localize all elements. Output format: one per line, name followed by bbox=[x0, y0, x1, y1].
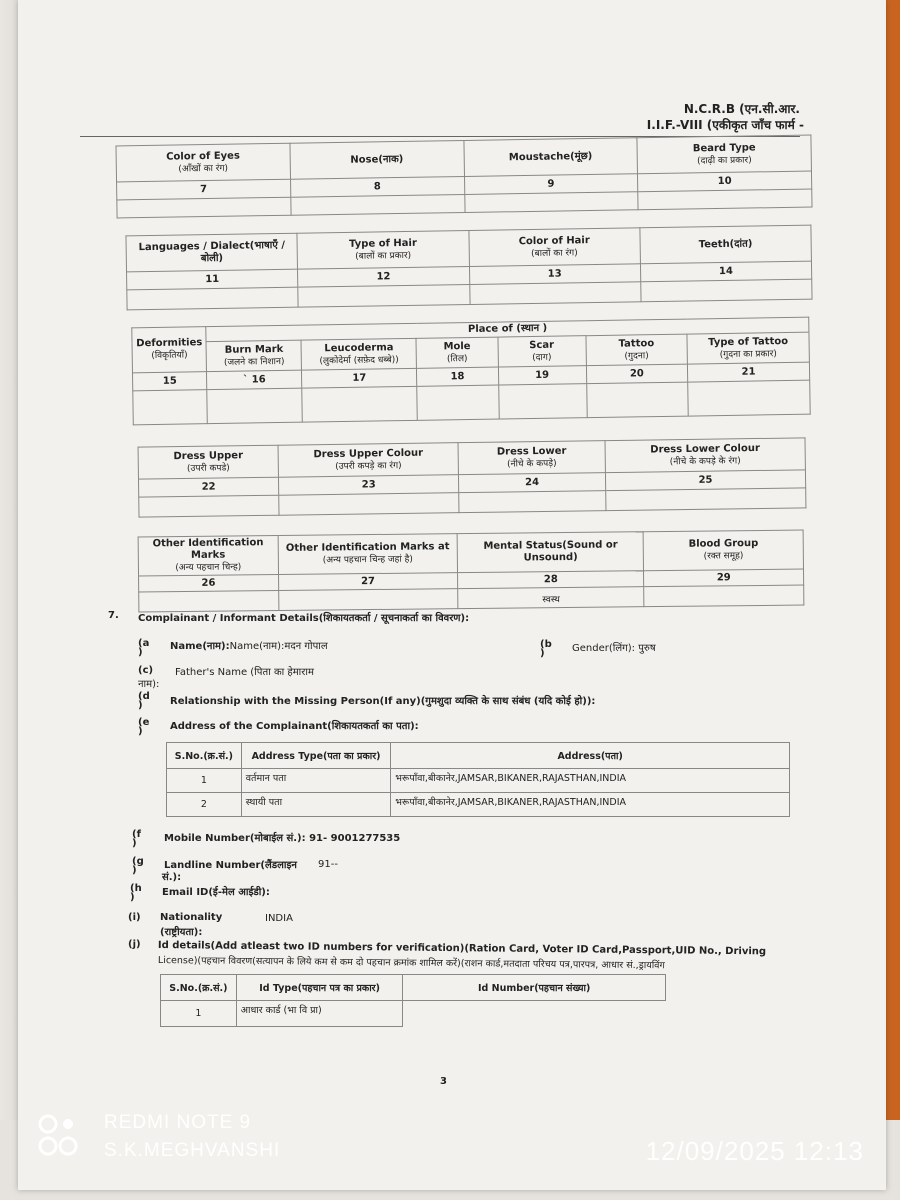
header-cell: Moustache(मूंछ) bbox=[463, 138, 637, 177]
header-cell: Scar (दाग) bbox=[498, 336, 586, 367]
header-cell: Dress Lower Colour (नीचे के कपड़े के रंग) bbox=[605, 438, 806, 473]
nationality-label: Nationality bbox=[160, 912, 223, 923]
watermark-device: REDMI NOTE 9 bbox=[104, 1112, 252, 1133]
table-cell: वर्तमान पता bbox=[241, 769, 391, 793]
header-cell: Languages / Dialect(भाषाएँ / बोली) bbox=[126, 233, 298, 272]
field-number: 22 bbox=[138, 477, 278, 497]
header-cell: Beard Type (दाढ़ी का प्रकार) bbox=[637, 135, 811, 174]
column-header: Address Type(पता का प्रकार) bbox=[241, 743, 391, 769]
field-number: 27 bbox=[278, 573, 458, 591]
table-cell: 1 bbox=[161, 1001, 237, 1027]
physical-features-table-2 bbox=[125, 225, 812, 311]
value-cell bbox=[291, 194, 465, 215]
header-cell: Type of Hair (बालों का प्रकार) bbox=[297, 231, 469, 270]
column-header: Id Type(पहचान पत्र का प्रकार) bbox=[236, 975, 403, 1001]
father-name: Father's Name (पिता का हेमाराम bbox=[175, 667, 314, 678]
value-cell bbox=[688, 380, 810, 416]
id-details-title: Id details(Add atleast two ID numbers for verification)(Ration Card, Voter ID Card,Passport,UID No., Driving bbox=[157, 940, 767, 958]
field-number: 7 bbox=[117, 179, 291, 200]
landline-label-cont: सं.): bbox=[162, 872, 182, 883]
column-header: S.No.(क्र.सं.) bbox=[167, 743, 242, 769]
field-number: 9 bbox=[464, 174, 638, 195]
field-number: 11 bbox=[127, 269, 299, 290]
value-cell bbox=[278, 589, 458, 611]
item-marker-g: (g ) bbox=[132, 856, 144, 876]
header-cell: Burn Mark (जलने का निशान) bbox=[206, 340, 301, 371]
table-cell: आधार कार्ड (भा वि प्रा) bbox=[236, 1001, 403, 1027]
item-marker-e: (e ) bbox=[138, 717, 150, 737]
value-cell bbox=[640, 279, 812, 302]
value-cell bbox=[127, 287, 299, 310]
value-cell bbox=[279, 493, 459, 516]
header-cell: Mole (तिल) bbox=[416, 337, 498, 368]
field-number: 28 bbox=[458, 571, 644, 589]
value-cell bbox=[207, 388, 302, 423]
place-of-header: Place of (स्थान ) bbox=[206, 317, 809, 341]
field-number: 25 bbox=[605, 470, 805, 491]
section-title: Complainant / Informant Details(शिकायतकर्ता / सूचनाकर्ता का विवरण): bbox=[138, 613, 470, 624]
value-cell bbox=[133, 390, 208, 425]
header-iif: I.I.F.-VIII (एकीकृत जाँच फार्म - bbox=[646, 118, 804, 132]
table-cell: 1 bbox=[167, 769, 242, 793]
value-cell bbox=[586, 382, 688, 418]
column-header: S.No.(क्र.सं.) bbox=[161, 975, 237, 1001]
id-details-subtitle: License)(पहचान विवरण(सत्यापन के लिये कम से कम दो पहचान क्रमांक शामिल करें)(राशन कार्ड,मतदाता परिचय पत्र,पारपत्र, आधार सं.,ड्रायविंग bbox=[157, 954, 665, 972]
field-number: ` 16 bbox=[207, 370, 302, 389]
field-number: 23 bbox=[279, 475, 459, 496]
id-table bbox=[160, 974, 666, 1027]
table-cell: स्थायी पता bbox=[241, 793, 391, 817]
item-marker-f: (f ) bbox=[132, 829, 141, 849]
item-marker-a: (a ) bbox=[138, 638, 150, 658]
value-cell bbox=[298, 284, 470, 307]
father-name-cont: नाम): bbox=[138, 679, 160, 690]
header-cell: Leucoderma (लुकोदेर्मा (सफ़ेद धब्बे)) bbox=[301, 338, 417, 370]
watermark-author: S.K.MEGHVANSHI bbox=[104, 1140, 281, 1161]
field-number: 26 bbox=[139, 575, 279, 592]
item-marker-h: (h ) bbox=[130, 883, 142, 903]
field-number: 17 bbox=[302, 368, 417, 388]
field-number: 13 bbox=[469, 264, 641, 285]
section-number: 7. bbox=[108, 610, 119, 621]
field-number: 18 bbox=[417, 367, 499, 386]
field-number: 24 bbox=[459, 473, 606, 493]
nationality-value: INDIA bbox=[265, 913, 293, 924]
field-number: 15 bbox=[132, 372, 207, 391]
value-cell bbox=[139, 591, 279, 612]
item-marker-j: (j) bbox=[128, 939, 141, 950]
value-cell bbox=[606, 488, 806, 511]
field-number: 19 bbox=[498, 366, 586, 385]
table-cell: 2 bbox=[167, 793, 242, 817]
header-cell: Color of Hair (बालों का रंग) bbox=[468, 228, 640, 267]
mobile-number: Mobile Number(मोबाईल सं.): 91- 9001277535 bbox=[164, 833, 401, 844]
value-cell bbox=[117, 197, 291, 218]
physical-features-table-1 bbox=[115, 135, 812, 219]
field-number: 8 bbox=[290, 177, 464, 198]
header-cell: Color of Eyes (आँखों का रंग) bbox=[116, 143, 290, 182]
header-cell: Other Identification Marks at (अन्य पहचान चिन्ह जहां है) bbox=[278, 534, 458, 575]
header-ncrb: N.C.R.B (एन.सी.आर. bbox=[683, 102, 800, 116]
landline-value: 91-- bbox=[318, 859, 338, 870]
page-number: 3 bbox=[440, 1076, 447, 1087]
email-label: Email ID(ई-मेल आईडी): bbox=[162, 887, 270, 898]
watermark-datetime: 12/09/2025 12:13 bbox=[645, 1136, 864, 1166]
header-cell: Nose(नाक) bbox=[290, 141, 464, 180]
table-cell: भरूपाँवा,बीकानेर,JAMSAR,BIKANER,RAJASTHAN,INDIA bbox=[391, 769, 790, 793]
header-cell: Dress Upper Colour (उपरी कपड़े का रंग) bbox=[278, 443, 459, 478]
item-marker-b: (b ) bbox=[540, 639, 552, 659]
header-cell: Mental Status(Sound or Unsound) bbox=[457, 532, 644, 573]
header-cell: Type of Tattoo (गुदना का प्रकार) bbox=[687, 332, 809, 364]
dress-table bbox=[138, 437, 807, 517]
value-cell bbox=[498, 384, 587, 419]
relationship-label: Relationship with the Missing Person(If any)(गुमशुदा व्यक्ति के साथ संबंध (यदि कोई हो)): bbox=[170, 696, 596, 707]
landline-label: Landline Number(लैंडलाइन bbox=[164, 860, 297, 871]
field-number: 10 bbox=[638, 171, 812, 192]
value-cell bbox=[644, 585, 804, 607]
value-cell bbox=[469, 282, 641, 305]
address-table bbox=[166, 742, 790, 817]
complainant-gender: Gender(लिंग): पुरुष bbox=[572, 643, 656, 654]
header-cell: Deformities (विकृतियाँ) bbox=[132, 327, 207, 373]
value-cell bbox=[417, 385, 499, 420]
value-cell bbox=[464, 192, 638, 213]
column-header: Id Number(पहचान संख्या) bbox=[403, 975, 666, 1001]
mental-status-value: स्वस्थ bbox=[458, 587, 644, 609]
header-cell: Tattoo (गुदना) bbox=[586, 334, 688, 366]
column-header: Address(पता) bbox=[391, 743, 790, 769]
field-number: 21 bbox=[688, 362, 810, 382]
table-cell: भरूपाँवा,बीकानेर,JAMSAR,BIKANER,RAJASTHAN,INDIA bbox=[391, 793, 790, 817]
field-number: 12 bbox=[298, 267, 470, 288]
complainant-name: Name(नाम):Name(नाम):मदन गोपाल bbox=[170, 641, 328, 652]
value-cell bbox=[139, 495, 279, 517]
table-cell bbox=[403, 1001, 666, 1027]
field-number: 20 bbox=[586, 364, 688, 384]
header-cell: Other Identification Marks (अन्य पहचान चिन्ह) bbox=[138, 536, 278, 576]
value-cell bbox=[302, 386, 418, 422]
value-cell bbox=[638, 189, 812, 210]
header-cell: Dress Lower (नीचे के कपड़े) bbox=[458, 441, 605, 475]
item-marker-d: (d ) bbox=[138, 691, 150, 711]
nationality-label-cont: (राष्ट्रीयता): bbox=[160, 927, 203, 938]
identification-marks-table bbox=[131, 317, 810, 426]
other-marks-table bbox=[138, 530, 805, 613]
header-cell: Blood Group (रक्त समूह) bbox=[643, 530, 803, 571]
camera-lens-icon bbox=[36, 1114, 88, 1158]
field-number: 29 bbox=[644, 569, 804, 587]
value-cell bbox=[459, 491, 606, 513]
address-label: Address of the Complainant(शिकायतकर्ता का पता): bbox=[170, 721, 419, 732]
header-cell: Dress Upper (उपरी कपडे) bbox=[138, 445, 278, 479]
item-marker-i: (i) bbox=[128, 912, 141, 923]
field-number: 14 bbox=[640, 261, 812, 282]
header-cell: Teeth(दांत) bbox=[640, 225, 812, 264]
item-marker-c: (c) bbox=[138, 665, 154, 676]
